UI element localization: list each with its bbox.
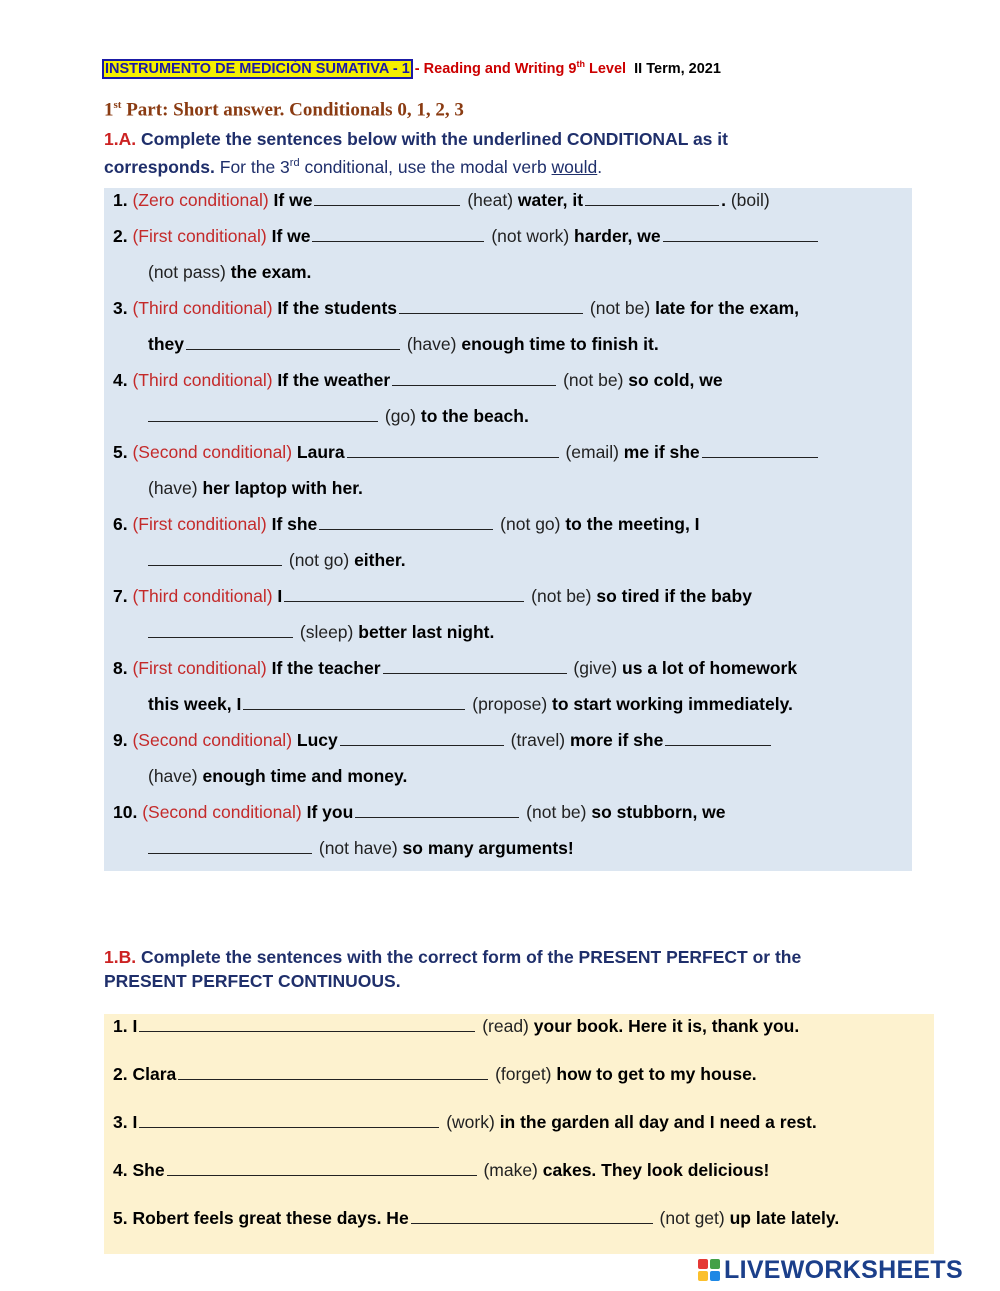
answer-blank[interactable] xyxy=(148,550,282,566)
item-a-10-cont: (not have) so many arguments! xyxy=(148,838,574,859)
answer-blank[interactable] xyxy=(665,730,771,746)
term-label: II Term, 2021 xyxy=(634,60,721,77)
header-separator: - xyxy=(410,60,424,77)
answer-blank[interactable] xyxy=(585,190,719,206)
answer-blank[interactable] xyxy=(319,514,493,530)
answer-blank[interactable] xyxy=(702,442,818,458)
item-a-9-cont: (have) enough time and money. xyxy=(148,766,408,786)
item-a-4: 4. (Third conditional) If the weather (not be) so cold, we xyxy=(113,370,723,390)
liveworksheets-logo-text: LIVEWORKSHEETS xyxy=(724,1256,963,1284)
item-a-7: 7. (Third conditional) I (not be) so tired if the baby xyxy=(113,586,752,606)
item-a-1: 1. (Zero conditional) If we (heat) water, it . (boil) xyxy=(113,190,770,210)
answer-blank[interactable] xyxy=(148,406,378,422)
answer-blank[interactable] xyxy=(347,442,559,458)
item-a-2: 2. (First conditional) If we (not work) harder, we xyxy=(113,226,820,247)
liveworksheets-logo-icon xyxy=(698,1259,720,1281)
document-header xyxy=(104,59,721,77)
item-a-3: 3. (Third conditional) If the students (not be) late for the exam, xyxy=(113,298,800,318)
answer-blank[interactable] xyxy=(392,370,556,386)
liveworksheets-logo xyxy=(698,1256,994,1284)
answer-blank[interactable] xyxy=(312,226,484,242)
item-a-8-cont: this week, I (propose) to start working immediately. xyxy=(148,694,793,714)
section-b-instructions xyxy=(104,945,904,993)
item-b-3: 3. I (work) in the garden all day and I need a rest. xyxy=(113,1112,817,1132)
section-b-instruction-2: PRESENT PERFECT CONTINUOUS. xyxy=(104,971,401,991)
answer-blank[interactable] xyxy=(139,1112,439,1128)
answer-blank[interactable] xyxy=(314,190,460,206)
item-a-3-cont: they (have) enough time to finish it. xyxy=(148,334,659,354)
section-a-note: For the 3rd conditional, use the modal verb would. xyxy=(219,156,603,177)
item-b-4: 4. She (make) cakes. They look delicious! xyxy=(113,1160,770,1180)
answer-blank[interactable] xyxy=(663,226,818,242)
answer-blank[interactable] xyxy=(243,694,465,710)
item-a-5-cont: (have) her laptop with her. xyxy=(148,478,363,498)
section-b-instruction-1: Complete the sentences with the correct form of the PRESENT PERFECT or the xyxy=(140,947,802,967)
answer-blank[interactable] xyxy=(399,298,583,314)
part-title: 1st Part: Short answer. Conditionals 0, 1, 2, 3 xyxy=(104,99,464,121)
answer-blank[interactable] xyxy=(148,622,293,638)
item-b-2: 2. Clara (forget) how to get to my house. xyxy=(113,1064,757,1084)
answer-blank[interactable] xyxy=(284,586,524,602)
section-a-instructions xyxy=(104,127,824,179)
item-a-4-cont: (go) to the beach. xyxy=(148,406,529,427)
section-a-number: 1.A. xyxy=(104,129,137,149)
answer-blank[interactable] xyxy=(178,1064,488,1080)
answer-blank[interactable] xyxy=(139,1016,475,1032)
section-b-number: 1.B. xyxy=(104,947,137,967)
item-a-6: 6. (First conditional) If she (not go) to the meeting, I xyxy=(113,514,700,534)
item-a-2-cont: (not pass) the exam. xyxy=(148,262,312,282)
answer-blank[interactable] xyxy=(186,334,400,350)
item-a-7-cont: (sleep) better last night. xyxy=(148,622,494,643)
item-a-9: 9. (Second conditional) Lucy (travel) more if she xyxy=(113,730,773,751)
answer-blank[interactable] xyxy=(411,1208,653,1224)
course-name: Reading and Writing 9th Level xyxy=(423,59,627,77)
item-b-5: 5. Robert feels great these days. He (not get) up late lately. xyxy=(113,1208,840,1228)
item-a-8: 8. (First conditional) If the teacher (give) us a lot of homework xyxy=(113,658,798,678)
section-a-instruction: Complete the sentences below with the underlined CONDITIONAL as it corresponds. xyxy=(104,129,728,177)
item-a-5: 5. (Second conditional) Laura (email) me if she xyxy=(113,442,820,463)
item-b-1: 1. I (read) your book. Here it is, thank you. xyxy=(113,1016,800,1036)
answer-blank[interactable] xyxy=(355,802,519,818)
answer-blank[interactable] xyxy=(383,658,567,674)
item-a-10: 10. (Second conditional) If you (not be) so stubborn, we xyxy=(113,802,726,822)
answer-blank[interactable] xyxy=(148,838,312,854)
answer-blank[interactable] xyxy=(167,1160,477,1176)
answer-blank[interactable] xyxy=(340,730,504,746)
instrument-title: INSTRUMENTO DE MEDICIÓN SUMATIVA - 1 xyxy=(105,60,410,77)
item-a-6-cont: (not go) either. xyxy=(148,550,406,571)
